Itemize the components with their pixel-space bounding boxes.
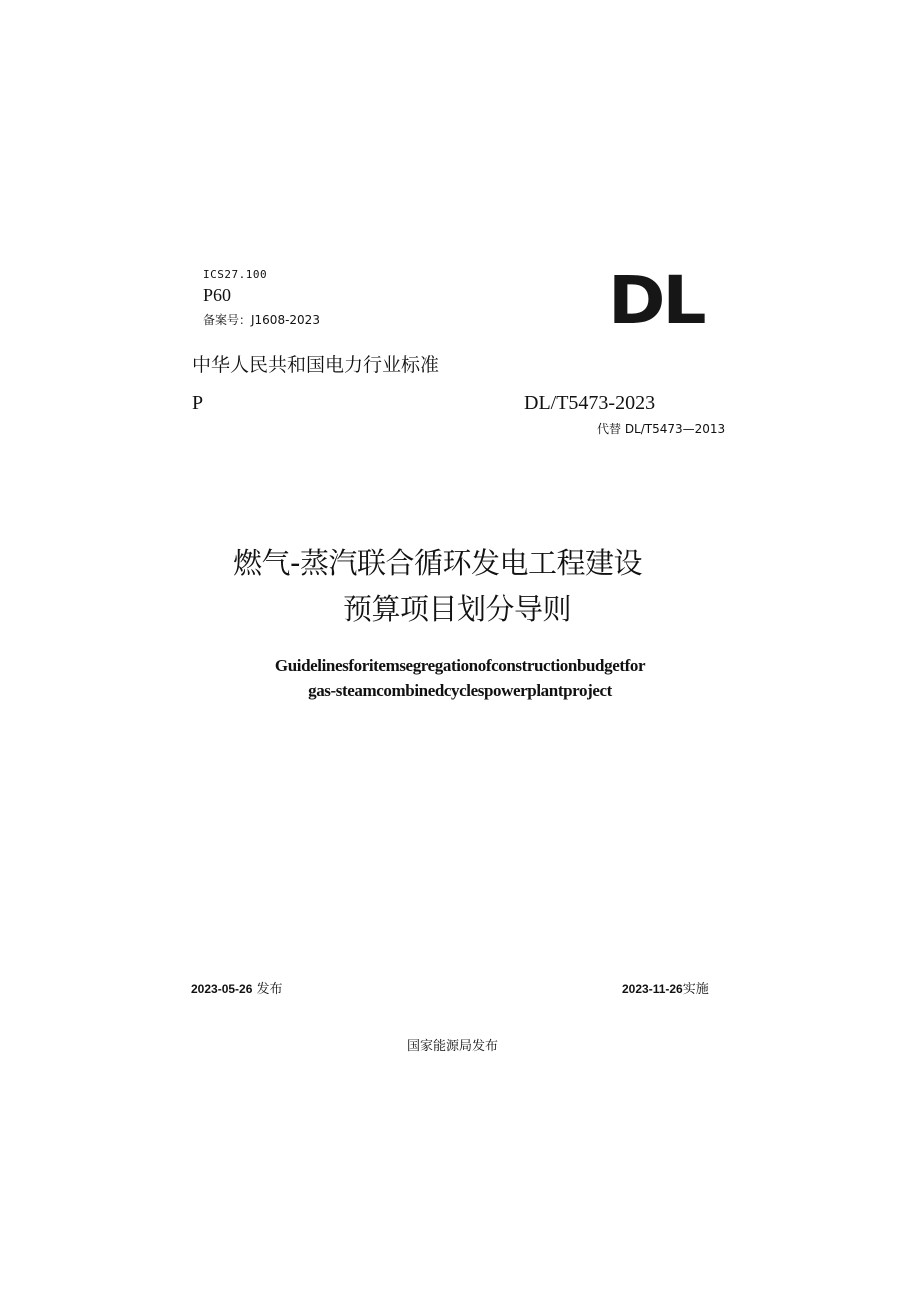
implementation-label: 实施 bbox=[682, 982, 709, 997]
implementation-date: 2023-11-26 bbox=[622, 982, 683, 996]
record-number: 备案号：J1608-2023 bbox=[203, 313, 320, 327]
issue-label: 发布 bbox=[256, 982, 283, 997]
standard-number: DL/T5473-2023 bbox=[524, 392, 656, 414]
implementation-date-block bbox=[622, 978, 709, 997]
standard-category: P bbox=[192, 392, 204, 414]
chinese-title-line-2: 预算项目划分导则 bbox=[343, 592, 572, 626]
issue-date-block bbox=[191, 978, 283, 997]
chinese-title-line-1: 燃气-蒸汽联合循环发电工程建设 bbox=[233, 546, 642, 580]
industry-standard-title: 中华人民共和国电力行业标准 bbox=[192, 354, 440, 376]
ics-code: ICS27.100 bbox=[203, 268, 268, 281]
dl-logo: DL bbox=[608, 262, 704, 339]
issue-date: 2023-05-26 bbox=[191, 982, 253, 996]
publisher: 国家能源局发布 bbox=[407, 1039, 499, 1054]
ccs-code: P60 bbox=[203, 285, 232, 305]
english-title-line-1: Guidelinesforitemsegregationofconstructionbudgetfor bbox=[274, 656, 646, 675]
replaces-standard: 代替 DL/T5473—2013 bbox=[597, 422, 726, 436]
english-title-line-2: gas-steamcombinedcyclespowerplantproject bbox=[308, 681, 612, 700]
